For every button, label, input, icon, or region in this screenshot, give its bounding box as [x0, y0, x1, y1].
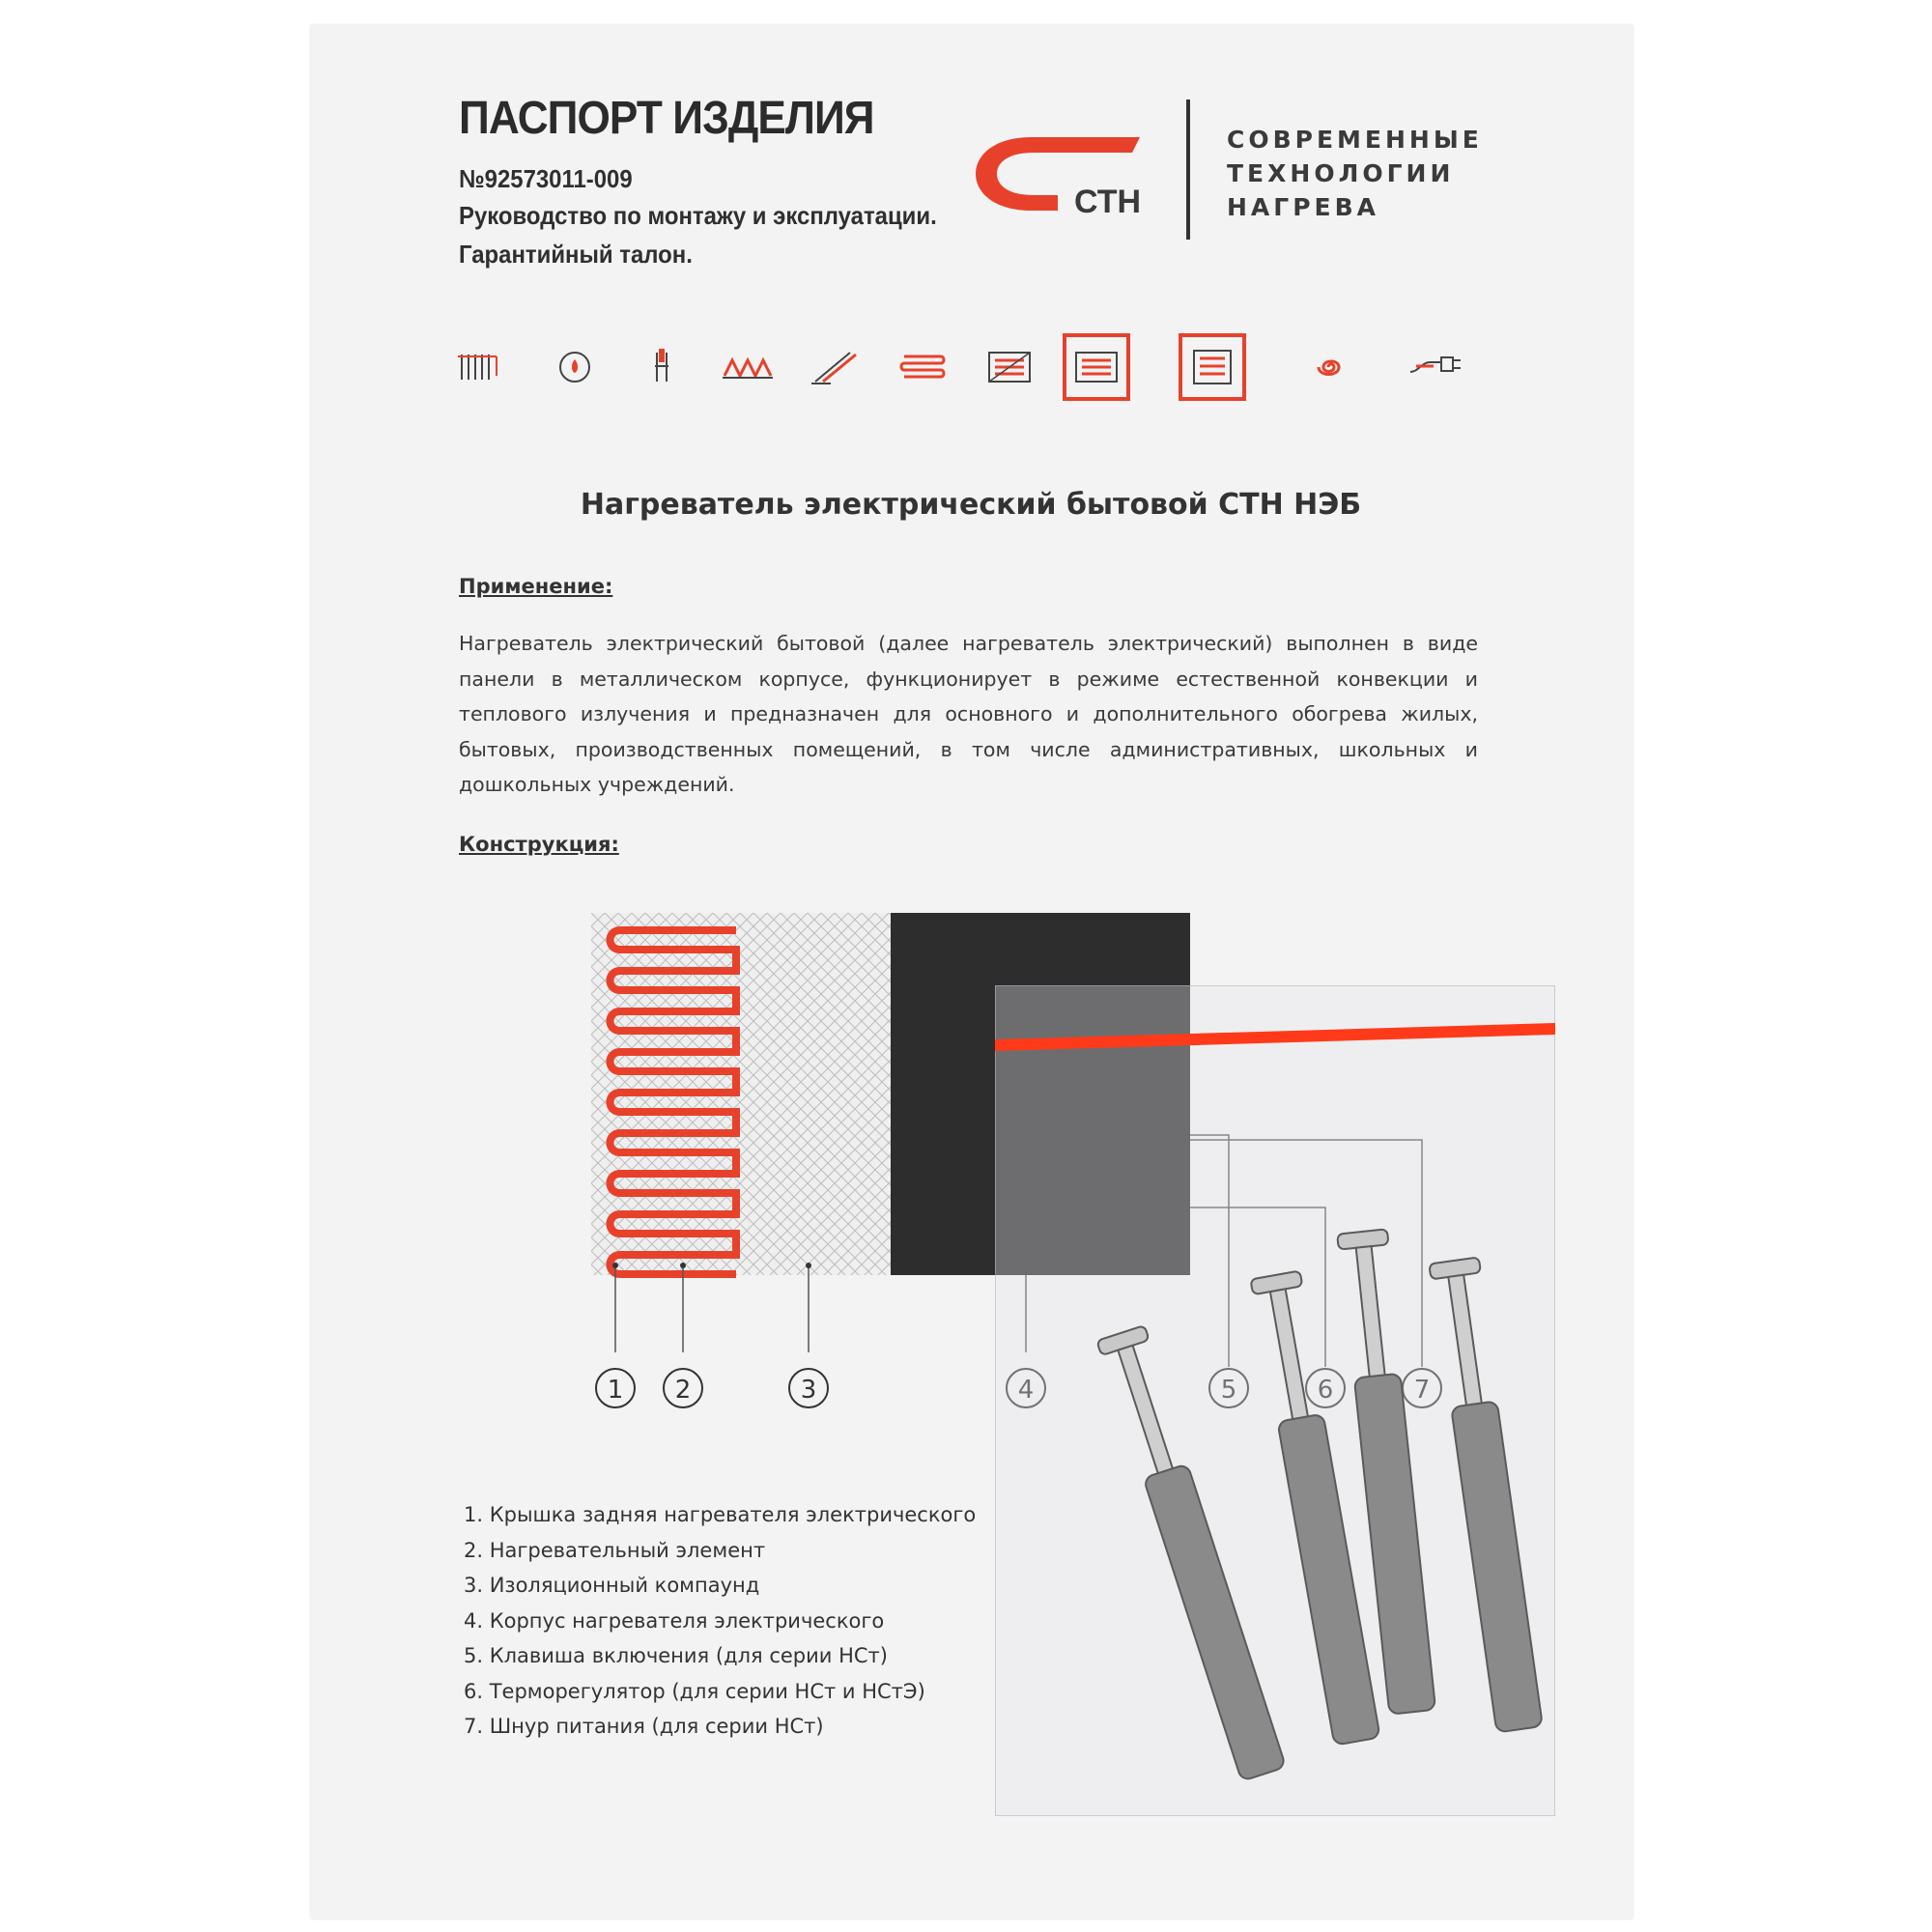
application-heading: Применение: [459, 575, 613, 598]
brand-logo [966, 126, 1159, 222]
svg-text:3: 3 [800, 1376, 817, 1405]
application-text [459, 626, 1478, 803]
product-category-icons [454, 333, 1488, 401]
callout-1 [596, 1369, 635, 1407]
legend-item: 6. Терморегулятор (для серии НСт и НСтЭ) [464, 1679, 925, 1703]
callout-2 [664, 1369, 702, 1407]
document-subtitle-2: Гарантийный талон. [459, 240, 693, 269]
fastener-bag [995, 985, 1555, 1816]
floor-heating-icon [976, 333, 1043, 401]
construction-heading: Конструкция: [459, 833, 619, 856]
brand-logo-text: СТН [1074, 184, 1142, 220]
brand-line-2: ТЕХНОЛОГИИ [1227, 159, 1455, 187]
legend-item: 5. Клавиша включения (для серии НСт) [464, 1644, 888, 1667]
document-subtitle-1: Руководство по монтажу и эксплуатации. [459, 201, 937, 230]
brand-divider [1186, 99, 1190, 240]
document-title: ПАСПОРТ ИЗДЕЛИЯ [459, 93, 874, 144]
callout-3 [789, 1369, 828, 1407]
heating-panel-selected-icon [1179, 333, 1246, 401]
product-title: Нагреватель электрический бытовой СТН НЭБ [580, 488, 1362, 522]
legend-item: 2. Нагревательный элемент [464, 1538, 766, 1562]
svg-text:2: 2 [674, 1376, 692, 1405]
svg-text:1: 1 [607, 1376, 624, 1405]
legend-item: 1. Крышка задняя нагревателя электрического [464, 1503, 977, 1526]
heating-rod-icon [628, 333, 696, 401]
application-line: теплового излучения и предназначен для основного и дополнительного обогрева жилых, [459, 702, 1478, 725]
heating-film-icon [802, 333, 869, 401]
legend-item: 4. Корпус нагревателя электрического [464, 1608, 885, 1633]
legend-item: 3. Изоляционный компаунд [464, 1574, 760, 1597]
power-cord-icon [1401, 333, 1468, 401]
brand-line-3: НАГРЕВА [1227, 193, 1380, 221]
spiral-icon [1294, 333, 1362, 401]
heating-panel-icon [1063, 333, 1130, 401]
application-line: дошкольных учреждений. [459, 773, 735, 796]
construction-legend [464, 1497, 976, 1745]
application-line: панели в металлическом корпусе, функционирует в режиме естественной конвекции и [459, 667, 1478, 691]
heating-mat-icon [715, 333, 782, 401]
heating-cable-icon [889, 333, 956, 401]
thermostat-dial-icon [541, 333, 609, 401]
radiator-icon [454, 333, 522, 401]
legend-item: 7. Шнур питания (для серии НСт) [464, 1715, 824, 1738]
application-line: Нагреватель электрический бытовой (далее нагреватель электрический) выполнен в виде [459, 632, 1478, 655]
application-line: бытовых, производственных помещений, в том числе административных, школьных и [459, 737, 1478, 761]
brand-line-1: СОВРЕМЕННЫЕ [1227, 126, 1483, 154]
document-number: №92573011-009 [459, 164, 633, 193]
